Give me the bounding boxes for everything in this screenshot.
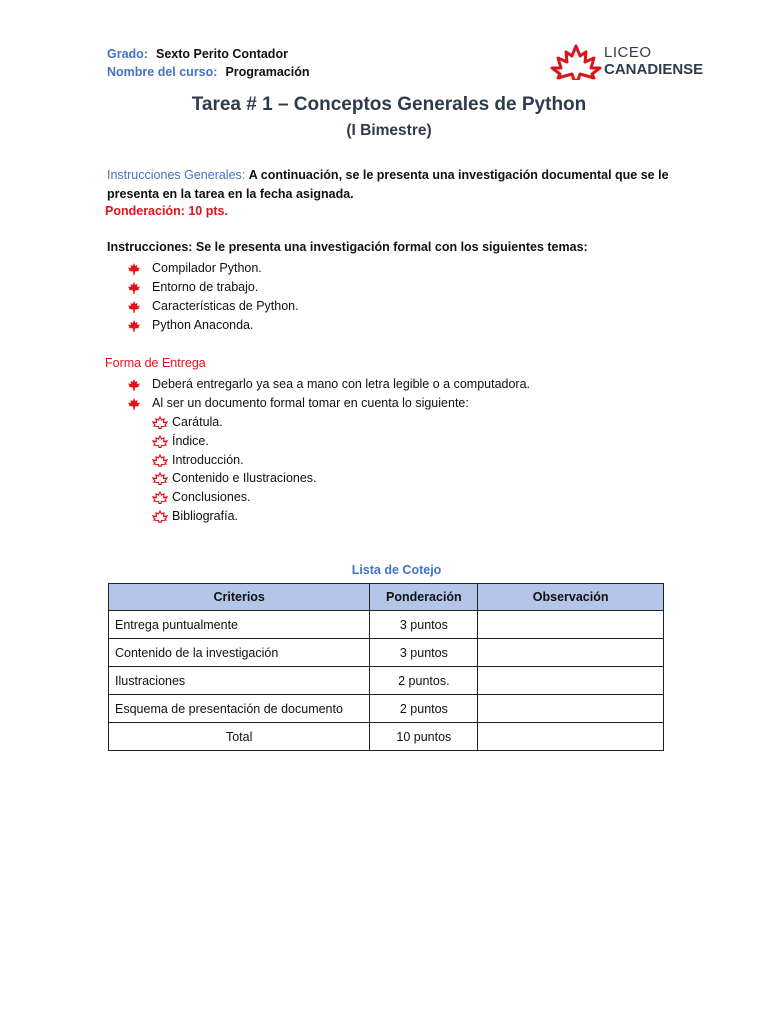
ponderacion-cell: 2 puntos	[370, 695, 478, 723]
header-ponderacion: Ponderación	[370, 584, 478, 611]
entrega-subitem: Bibliografía.	[172, 509, 239, 523]
header-observacion: Observación	[478, 584, 664, 611]
table-row	[109, 639, 664, 667]
instrucciones-heading: Instrucciones: Se le presenta una investigación formal con los siguientes temas:	[107, 240, 588, 254]
list-item	[152, 413, 223, 432]
general-instructions	[107, 166, 677, 204]
maple-leaf-icon	[128, 379, 140, 391]
list-item	[128, 259, 262, 278]
entrega-subitem: Conclusiones.	[172, 490, 251, 504]
list-item	[152, 488, 251, 507]
ponderacion-cell: 2 puntos.	[370, 667, 478, 695]
observacion-cell	[478, 639, 664, 667]
logo-line1: LICEO	[604, 44, 652, 61]
criterio-cell: Esquema de presentación de documento	[109, 695, 370, 723]
observacion-cell	[478, 695, 664, 723]
criterio-cell: Entrega puntualmente	[109, 611, 370, 639]
table-row	[109, 667, 664, 695]
liceo-logo	[550, 44, 710, 80]
maple-leaf-icon	[128, 263, 140, 275]
table-caption: Lista de Cotejo	[351, 563, 442, 577]
cotejo-table	[108, 583, 664, 751]
maple-leaf-outline-icon	[152, 472, 168, 485]
ponderacion-cell: 3 puntos	[370, 639, 478, 667]
ponderacion: Ponderación: 10 pts.	[105, 204, 228, 218]
table-row-total	[109, 723, 664, 751]
maple-leaf-outline-icon	[152, 454, 168, 467]
curso-label: Nombre del curso:	[107, 65, 218, 79]
observacion-cell	[478, 611, 664, 639]
maple-leaf-outline-icon	[152, 416, 168, 429]
list-item	[128, 278, 258, 297]
page-subtitle: (I Bimestre)	[346, 122, 432, 139]
curso-value: Programación	[225, 65, 310, 79]
entrega-subitem: Introducción.	[172, 453, 244, 467]
grado-value: Sexto Perito Contador	[155, 47, 288, 61]
grado-line	[107, 47, 288, 61]
topic-item: Entorno de trabajo.	[152, 280, 259, 294]
general-label: Instrucciones Generales:	[107, 168, 246, 182]
table-header-row	[109, 584, 664, 611]
logo-line2: CANADIENSE	[604, 61, 704, 78]
list-item	[128, 375, 530, 394]
list-item	[152, 469, 317, 488]
list-item	[128, 297, 299, 316]
list-item	[128, 316, 253, 335]
entrega-subitem: Contenido e Ilustraciones.	[172, 471, 317, 485]
criterio-cell: Contenido de la investigación	[109, 639, 370, 667]
observacion-cell	[478, 723, 664, 751]
entrega-item: Deberá entregarlo ya sea a mano con letra legible o a computadora.	[152, 377, 531, 391]
table-row	[109, 611, 664, 639]
maple-leaf-icon	[128, 282, 140, 294]
maple-leaf-logo-icon	[550, 44, 602, 80]
entrega-subitem: Carátula.	[172, 415, 223, 429]
entrega-item: Al ser un documento formal tomar en cuenta lo siguiente:	[152, 396, 469, 410]
curso-line	[107, 65, 310, 79]
entrega-subitem: Índice.	[172, 434, 209, 448]
topic-item: Compilador Python.	[152, 261, 262, 275]
maple-leaf-outline-icon	[152, 491, 168, 504]
topic-item: Python Anaconda.	[152, 318, 254, 332]
header-criterios: Criterios	[109, 584, 370, 611]
general-text-line2: presenta en la tarea en la fecha asignada.	[107, 187, 354, 201]
list-item	[152, 451, 244, 470]
ponderacion-cell: 3 puntos	[370, 611, 478, 639]
page-title: Tarea # 1 – Conceptos Generales de Python	[191, 94, 587, 115]
criterio-cell: Ilustraciones	[109, 667, 370, 695]
list-item	[152, 432, 209, 451]
list-item	[152, 507, 238, 526]
entrega-heading: Forma de Entrega	[105, 356, 206, 370]
observacion-cell	[478, 667, 664, 695]
ponderacion-cell: 10 puntos	[370, 723, 478, 751]
criterio-cell: Total	[109, 723, 370, 751]
grado-label: Grado:	[107, 47, 148, 61]
maple-leaf-icon	[128, 320, 140, 332]
maple-leaf-icon	[128, 301, 140, 313]
list-item	[128, 394, 469, 413]
general-text-line1: A continuación, se le presenta una investigación documental que se le	[248, 168, 669, 182]
maple-leaf-outline-icon	[152, 435, 168, 448]
table-row	[109, 695, 664, 723]
maple-leaf-outline-icon	[152, 510, 168, 523]
topic-item: Características de Python.	[152, 299, 299, 313]
maple-leaf-icon	[128, 398, 140, 410]
